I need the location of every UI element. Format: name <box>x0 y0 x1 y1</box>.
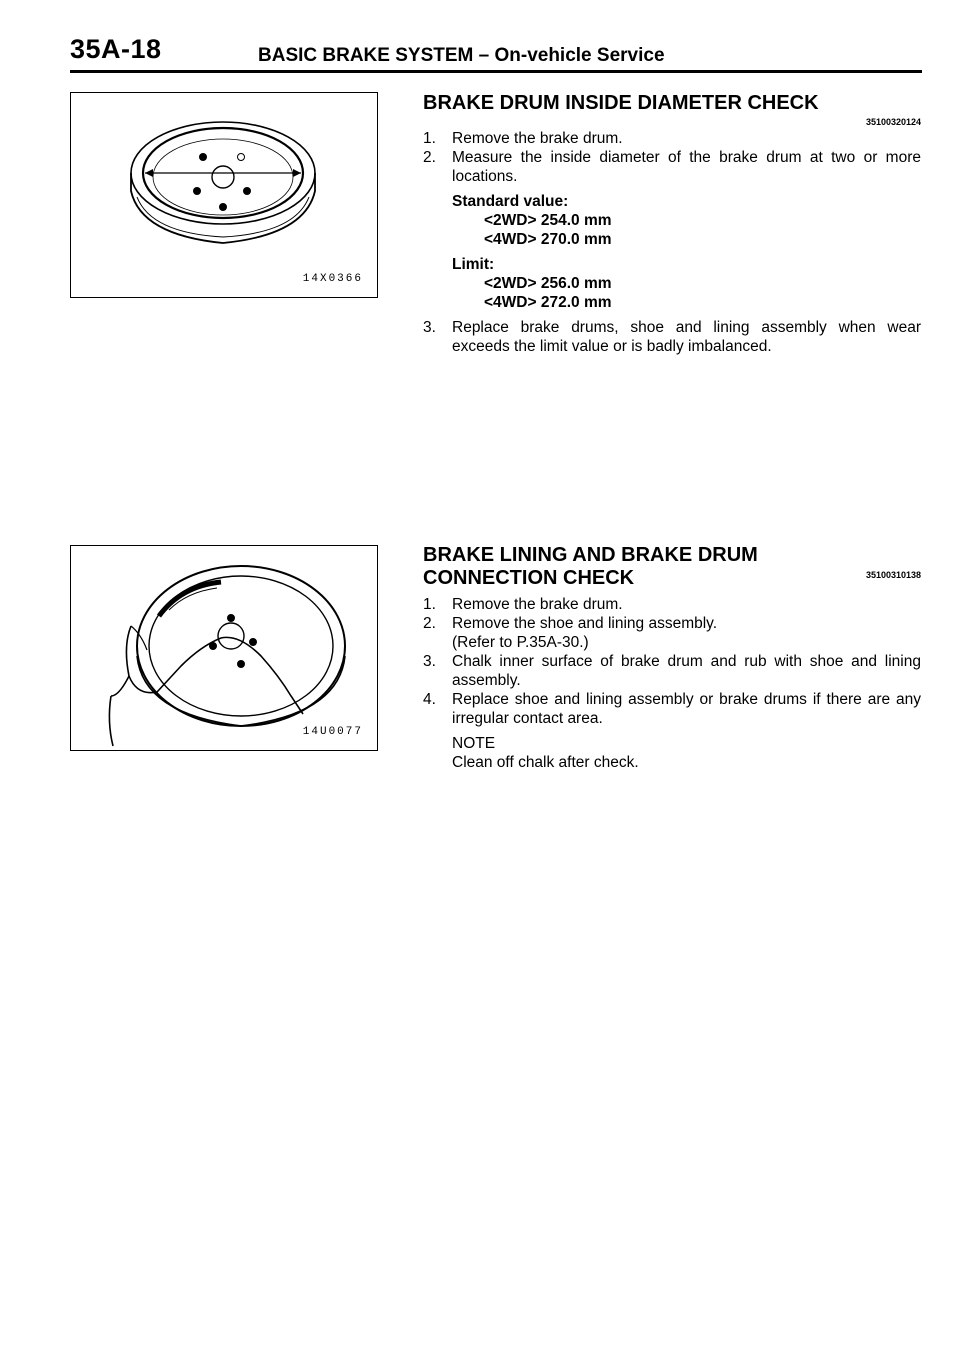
step-text: Remove the shoe and lining assembly. <box>452 615 718 632</box>
figure-lining-drum-contact <box>70 545 378 751</box>
section-id: 35100320124 <box>865 117 921 127</box>
step-number: 3. <box>423 653 436 670</box>
figure-code: 14U0077 <box>302 726 363 738</box>
step-item <box>423 690 921 728</box>
section-title-line: CONNECTION CHECK <box>423 567 635 589</box>
step-item <box>423 652 921 690</box>
section-title-line: BRAKE LINING AND BRAKE DRUM <box>423 544 758 566</box>
section-lining-drum-connection-check <box>423 544 921 772</box>
step-text: Remove the brake drum. <box>452 130 623 147</box>
section-title-text: BRAKE DRUM INSIDE DIAMETER CHECK <box>423 92 819 114</box>
step-item <box>423 148 921 186</box>
figure-brake-drum-diameter <box>70 92 378 298</box>
step-text: Replace brake drums, shoe and lining assembly when wear exceeds the limit value or is badly imbalanced. <box>452 319 921 355</box>
limit-value-2wd: <2WD> 256.0 mm <box>484 275 612 292</box>
brake-drum-illustration <box>71 93 377 297</box>
header-divider <box>70 70 922 73</box>
step-number: 2. <box>423 149 436 166</box>
step-number: 1. <box>423 596 436 613</box>
step-number: 1. <box>423 130 436 147</box>
step-number: 2. <box>423 615 436 632</box>
step-text: Measure the inside diameter of the brake drum at two or more locations. <box>452 149 921 185</box>
section-title <box>423 544 921 590</box>
standard-value-2wd: <2WD> 254.0 mm <box>484 212 612 229</box>
lining-contact-illustration <box>71 546 377 750</box>
reference-text: (Refer to P.35A-30.) <box>452 634 589 651</box>
step-number: 4. <box>423 691 436 708</box>
page-number: 35A-18 <box>70 34 162 64</box>
figure-code: 14X0366 <box>302 273 363 285</box>
step-text: Remove the brake drum. <box>452 596 623 613</box>
limit-label: Limit: <box>452 256 495 273</box>
note-text: Clean off chalk after check. <box>452 754 639 771</box>
step-number: 3. <box>423 319 436 336</box>
limit-value-4wd: <4WD> 272.0 mm <box>484 294 612 311</box>
section-title <box>423 92 921 115</box>
step-text: Chalk inner surface of brake drum and rub with shoe and lining assembly. <box>452 653 921 689</box>
step-item <box>423 614 921 633</box>
note-label: NOTE <box>452 735 496 752</box>
step-item <box>423 318 921 356</box>
step-item <box>423 595 921 614</box>
standard-value-label: Standard value: <box>452 193 569 210</box>
page-header-title: BASIC BRAKE SYSTEM – On-vehicle Service <box>258 45 665 66</box>
section-id: 35100310138 <box>865 570 921 580</box>
section-drum-diameter-check <box>423 92 921 356</box>
standard-value-4wd: <4WD> 270.0 mm <box>484 231 612 248</box>
step-text: Replace shoe and lining assembly or brake drums if there are any irregular contact area. <box>452 691 921 727</box>
step-item <box>423 129 921 148</box>
